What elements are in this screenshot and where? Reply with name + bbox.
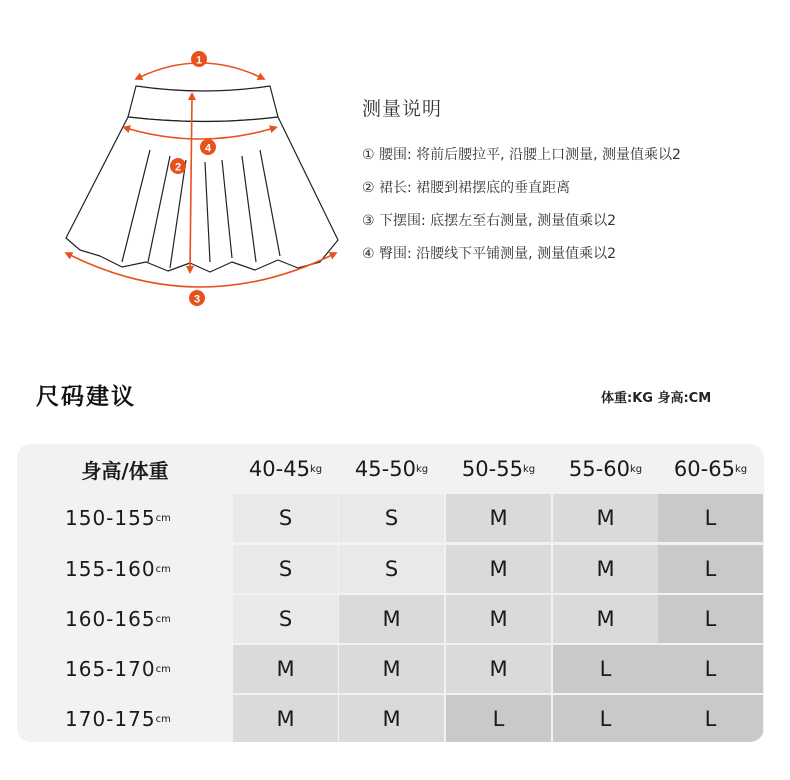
- size-guide-title: 尺码建议: [36, 384, 136, 410]
- size-cell: L: [658, 494, 763, 542]
- table-header-row: [17, 444, 764, 494]
- measure-item-hem: ③ 下摆围: 底摆左至右测量, 测量值乘以2: [362, 213, 616, 229]
- size-cell: M: [446, 645, 551, 693]
- measure-list: [362, 144, 681, 276]
- height-range: 160-165: [65, 607, 156, 631]
- size-cell: S: [233, 545, 338, 593]
- measure-item-hip: ④ 臀围: 沿腰线下平铺测量, 测量值乘以2: [362, 246, 616, 262]
- size-cell: M: [339, 595, 444, 643]
- weight-header: [233, 444, 338, 494]
- header-label: 身高/体重: [81, 458, 169, 483]
- height-unit: cm: [155, 512, 171, 524]
- table-row: [17, 595, 764, 643]
- size-cell: M: [553, 545, 658, 593]
- height-unit: cm: [155, 613, 171, 625]
- height-range: 170-175: [65, 707, 156, 731]
- height-label: [17, 695, 233, 742]
- size-cell: M: [233, 695, 338, 742]
- size-cell: M: [446, 494, 551, 542]
- marker-1: [191, 51, 207, 67]
- size-cell: S: [233, 595, 338, 643]
- size-cell: M: [339, 645, 444, 693]
- weight-header: [339, 444, 444, 494]
- table-row: [17, 545, 764, 593]
- size-cell: L: [446, 695, 551, 742]
- size-cell: M: [553, 494, 658, 542]
- size-cell: L: [553, 645, 658, 693]
- size-cell: L: [658, 545, 763, 593]
- table-row: [17, 494, 764, 542]
- weight-range: 55-60: [568, 457, 630, 481]
- weight-range: 60-65: [673, 457, 735, 481]
- height-range: 165-170: [65, 657, 156, 681]
- size-cell: L: [658, 645, 763, 693]
- size-cell: S: [339, 545, 444, 593]
- height-label: [17, 645, 233, 693]
- svg-text:4: 4: [204, 142, 212, 155]
- weight-unit: kg: [309, 463, 323, 475]
- size-cell: S: [339, 494, 444, 542]
- size-cell: M: [446, 595, 551, 643]
- height-label: [17, 595, 233, 643]
- weight-range: 50-55: [461, 457, 523, 481]
- measure-item-waist: ① 腰围: 将前后腰拉平, 沿腰上口测量, 测量值乘以2: [362, 147, 681, 163]
- size-cell: M: [446, 545, 551, 593]
- weight-range: 45-50: [354, 457, 416, 481]
- table-row: [17, 645, 764, 693]
- weight-header: [446, 444, 551, 494]
- size-table: [17, 444, 764, 742]
- weight-header: [553, 444, 658, 494]
- height-unit: cm: [155, 663, 171, 675]
- height-label: [17, 494, 233, 542]
- size-cell: S: [233, 494, 338, 542]
- weight-unit: kg: [415, 463, 429, 475]
- units-note: 体重:KG 身高:CM: [601, 391, 712, 406]
- svg-text:2: 2: [174, 161, 182, 174]
- svg-text:1: 1: [195, 54, 203, 67]
- height-unit: cm: [155, 563, 171, 575]
- measure-item-length: ② 裙长: 裙腰到裙摆底的垂直距离: [362, 180, 571, 196]
- height-range: 150-155: [65, 506, 156, 530]
- size-cell: L: [553, 695, 658, 742]
- weight-unit: kg: [629, 463, 643, 475]
- weight-header: [658, 444, 763, 494]
- table-row: [17, 695, 764, 742]
- height-range: 155-160: [65, 557, 156, 581]
- size-cell: M: [553, 595, 658, 643]
- size-cell: L: [658, 595, 763, 643]
- marker-2: [170, 158, 186, 174]
- height-label: [17, 545, 233, 593]
- marker-3: [189, 290, 205, 306]
- weight-unit: kg: [522, 463, 536, 475]
- skirt-measurement-diagram: [0, 0, 350, 330]
- svg-text:3: 3: [193, 293, 201, 306]
- measure-title: 测量说明: [362, 98, 443, 120]
- size-cell: L: [658, 695, 763, 742]
- weight-range: 40-45: [248, 457, 310, 481]
- skirt-outline: [66, 86, 338, 272]
- weight-unit: kg: [734, 463, 748, 475]
- marker-4: [200, 139, 216, 155]
- size-cell: M: [233, 645, 338, 693]
- size-cell: M: [339, 695, 444, 742]
- height-unit: cm: [155, 713, 171, 725]
